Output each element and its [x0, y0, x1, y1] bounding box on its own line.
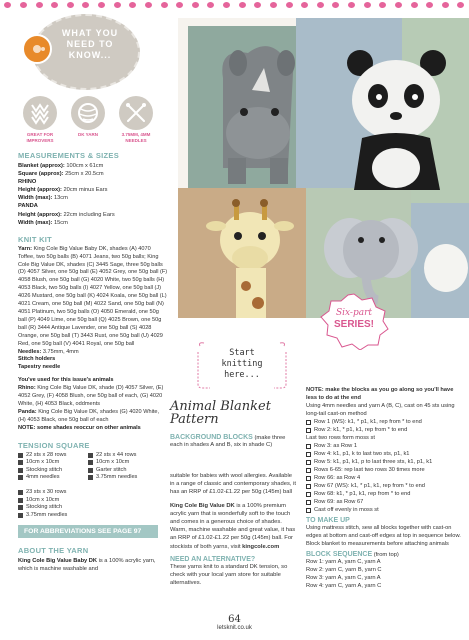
bullet-icon — [18, 513, 23, 518]
paw-print-icon — [301, 2, 308, 8]
tension-heading: TENSION SQUARE — [18, 440, 90, 450]
paw-print-icon — [129, 2, 136, 8]
bullet-icon — [88, 475, 93, 480]
bullet-icon — [18, 468, 23, 473]
pattern-row-checkbox[interactable]: Row 69: as Row 67 — [306, 498, 462, 506]
measurement-line: Width (max): 15cm — [18, 219, 68, 226]
big-value-dk-text: King Cole Big Value DK is a 100% premium acrylic yarn that is wonderfully soft to the touch and comes in a generous choice of shades. Warm, machine washable and great value, it has an RRP of £1.02-£1.22 per 50g (145m) ball. For stockists of both yarns, visit kingcole.com — [170, 502, 296, 550]
pattern-row-checkbox[interactable]: Row 2: k1, * p1, k1, rep from * to end — [306, 426, 462, 434]
make-up-heading: TO MAKE UP — [306, 517, 350, 524]
tension-item: 22 sts x 44 rows — [88, 452, 158, 460]
paw-print-icon — [442, 2, 449, 8]
tension-item: 10cm x 10cm — [18, 497, 88, 505]
paw-print-icon — [223, 2, 230, 8]
measurement-line: Square (approx): 25cm x 20.5cm — [18, 171, 104, 178]
paw-print-icon — [192, 2, 199, 8]
background-blocks-heading: BACKGROUND BLOCKS (make three each in shades A and B, six in shade C) — [170, 434, 286, 448]
checkbox-icon — [306, 500, 311, 505]
tension-item: Stocking stitch — [18, 467, 88, 475]
yarn-info-text: suitable for babies with wool allergies. Available in a range of classic and contemporary shades, it has an RRP of £1.02-£1.22 per 50g (145m) ball — [170, 473, 296, 496]
paw-print-icon — [426, 2, 433, 8]
paw-print-icon — [457, 2, 464, 8]
pattern-row-checkbox[interactable]: Row 66: as Row 4 — [306, 474, 462, 482]
what-you-need-badge: WHAT YOU NEED TO KNOW... — [22, 14, 140, 92]
pattern-row-checkbox[interactable]: Row 68: k1, * p1, k1, rep from * to end — [306, 490, 462, 498]
paw-print-icon — [411, 2, 418, 8]
measurements-heading: MEASUREMENTS & SIZES — [18, 151, 120, 160]
bullet-icon — [18, 490, 23, 495]
paw-print-icon — [145, 2, 152, 8]
bullet-icon — [88, 468, 93, 473]
paw-print-icon — [36, 2, 43, 8]
yarn-ball-icon — [71, 96, 105, 130]
paw-print-icon — [379, 2, 386, 8]
paw-print-icon — [67, 2, 74, 8]
bullet-icon — [18, 505, 23, 510]
bullet-icon — [88, 453, 93, 458]
skill-icons: GREAT FOR IMPROVERS DK YARN 3.75MM, 4MM NEEDLES — [18, 96, 158, 143]
pattern-row-checkbox[interactable]: Row 4: k1, p1, k to last two sts, p1, k1 — [306, 450, 462, 458]
block-row: Row 1: yarn A, yarn C, yarn A — [306, 559, 381, 565]
measurement-line: Height (approx): 20cm minus Ears — [18, 187, 108, 194]
pattern-row-checkbox[interactable]: Row 5: k1, p1, k1, p to last three sts, k1, p1, k1 — [306, 458, 462, 466]
tension-item — [18, 482, 88, 489]
paw-print-icon — [161, 2, 168, 8]
make-up-text: Using mattress stitch, sew all blocks together with cast-on edges at bottom and cast-off edges at top in sequence below. Block blanket to measurements before attaching animals — [306, 525, 461, 547]
paw-print-icon — [51, 2, 58, 8]
middle-column-lower — [170, 472, 298, 587]
tension-item: Stocking stitch — [18, 504, 88, 512]
pattern-row-checkbox[interactable]: Cast off evenly in moss st — [306, 506, 462, 514]
website-url: letsknit.co.uk — [217, 625, 252, 631]
measurement-line: Height (approx): 22cm including Ears — [18, 211, 115, 218]
paw-print-icon — [4, 2, 11, 8]
alternative-text: These yarns knit to a standard DK tension, so check with your local yarn store for suitable alternatives. — [170, 563, 288, 587]
note-text: NOTE: make the blocks as you go along so you'll have less to do at the end — [306, 387, 454, 401]
checkbox-icon — [306, 452, 311, 457]
tension-item: 4mm needles — [18, 474, 88, 482]
knitting-needles-icon — [119, 96, 153, 130]
block-sequence-heading: BLOCK SEQUENCE (from top) — [306, 551, 399, 558]
start-knitting-box: Start knitting here... — [196, 340, 288, 390]
paw-print-icon — [20, 2, 27, 8]
paw-print-border — [0, 0, 469, 10]
block-row: Row 3: yarn A, yarn C, yarn A — [306, 575, 381, 581]
measurements-list — [18, 162, 168, 227]
knit-kit-text: Yarn: King Cole Big Value Baby DK, shades (A) 4070 Toffee, two 50g balls (B) 4071 Jeans, two 50g balls; King Cole Big Value DK, shades (C) 3445 Sage, three 50g balls (D) 4057 Silver, one 50g ball (E) 4052 Grey, one 50g ball (F) 4058 Blush, one 50g ball (G) 4020 White, two 50g balls (H) 4053 Black, two 50g balls (I) 4027 Yellow, one 50g ball (J) 4026 Mustard, one 50g ball (K) 4024 Koala, one 50g ball (L) 4021 Cream, one 50g ball (M) 4022 Sand, one 50g ball (N) 4051 Platinum, two 50g balls (O) 4050 Emerald, one 50g ball (P) 4049 Lime, one 50g ball (Q) 4025 Brown, one 50g ball (R) 3444 Antique Lavender, one 50g ball (S) 4028 Orange, one 50g ball (T) 3443 Rust, one 50g ball (U) 4029 Red, one 50g ball (V) 4041 Royal, one 50g ball Needles: 3.75mm, 4mm Stitch holders Tapestry needle — [18, 245, 168, 371]
tension-item: 10cm x 10cm — [18, 459, 88, 467]
button-icon — [22, 34, 52, 64]
bullet-icon — [18, 453, 23, 458]
tension-item: 10cm x 10cm — [88, 459, 158, 467]
checkbox-icon — [306, 444, 311, 449]
bullet-icon — [18, 498, 23, 503]
pattern-title: Animal Blanket Pattern — [170, 399, 271, 427]
six-part-series-badge: Six-part SERIES! — [318, 292, 390, 350]
knit-kit-heading: KNIT KIT — [18, 234, 53, 244]
page-footer — [0, 614, 469, 631]
moss-stitch-text: Last two rows form moss st — [306, 435, 375, 441]
checkbox-icon — [306, 484, 311, 489]
rhino-motif — [222, 46, 295, 184]
tension-item: 23 sts x 30 rows — [18, 489, 88, 497]
paw-print-icon — [114, 2, 121, 8]
block-row: Row 2: yarn C, yarn B, yarn C — [306, 567, 382, 573]
right-column — [306, 386, 462, 590]
checkbox-icon — [306, 492, 311, 497]
paw-print-icon — [364, 2, 371, 8]
bullet-icon — [88, 460, 93, 465]
tension-item: 3.75mm needles — [88, 474, 158, 482]
paw-print-icon — [317, 2, 324, 8]
page-number: 64 — [228, 614, 241, 625]
pattern-row-checkbox[interactable]: Row 3: as Row 1 — [306, 442, 462, 450]
paw-print-icon — [98, 2, 105, 8]
tension-item: 3.75mm needles — [18, 512, 88, 520]
tension-grid — [18, 452, 168, 520]
paw-print-icon — [254, 2, 261, 8]
measurement-line: RHINO — [18, 179, 37, 186]
panda-motif — [347, 50, 446, 190]
bullet-icon — [18, 460, 23, 465]
blanket-photo — [178, 18, 469, 318]
paw-print-icon — [82, 2, 89, 8]
paw-print-icon — [395, 2, 402, 8]
about-yarn-text: King Cole Big Value Baby DK is a 100% acrylic yarn, which is machine washable and — [18, 558, 156, 573]
pattern-row-checkbox[interactable]: Row 1 (WS): k1, * p1, k1, rep from * to end — [306, 418, 462, 426]
paw-print-icon — [286, 2, 293, 8]
cast-on-text: Using 4mm needles and yarn A (B, C), cast on 45 sts using long-tail cast-on method — [306, 403, 455, 417]
measurement-line: PANDA — [18, 203, 38, 210]
paw-print-icon — [348, 2, 355, 8]
checkbox-icon — [306, 476, 311, 481]
paw-print-icon — [270, 2, 277, 8]
bullet-icon — [18, 475, 23, 480]
middle-column — [170, 340, 298, 448]
paw-print-icon — [207, 2, 214, 8]
tension-item: Garter stitch — [88, 467, 158, 475]
checkbox-icon — [306, 460, 311, 465]
issue-animals-text: You've used for this issue's animals Rhino: King Cole Big Value DK, shade (D) 4057 Silver, (E) 4052 Grey, (F) 4058 Blush, one 50g ball of each, (G) 4020 White, (H) 4053 Black, oddments Panda: King Cole Big Value DK, shades (G) 4020 White, (H) 4053 Black, one 50g ball of each NOTE: some shades reoccur on other animals — [18, 377, 164, 431]
checkbox-icon — [306, 508, 311, 513]
checkbox-icon — [306, 428, 311, 433]
chunky-stitch-icon — [23, 96, 57, 130]
abbreviations-banner: FOR ABBREVIATIONS SEE PAGE 97 — [18, 525, 158, 538]
paw-print-icon — [332, 2, 339, 8]
alternative-heading: NEED AN ALTERNATIVE? — [170, 555, 256, 563]
measurement-line: Blanket (approx): 100cm x 61cm — [18, 163, 104, 169]
tension-item: 22 sts x 28 rows — [18, 452, 88, 460]
paw-print-icon — [176, 2, 183, 8]
measurement-line: Width (max): 13cm — [18, 195, 68, 202]
left-column — [18, 14, 168, 574]
checkbox-icon — [306, 420, 311, 425]
checkbox-icon — [306, 468, 311, 473]
paw-print-icon — [239, 2, 246, 8]
pattern-row-checkbox[interactable]: Rows 6-65: rep last two rows 30 times more — [306, 466, 462, 474]
pattern-row-checkbox[interactable]: Row 67 (WS): k1, * p1, k1, rep from * to end — [306, 482, 462, 490]
block-row: Row 4: yarn C, yarn A, yarn C — [306, 583, 382, 589]
about-yarn-heading: ABOUT THE YARN — [18, 546, 89, 556]
